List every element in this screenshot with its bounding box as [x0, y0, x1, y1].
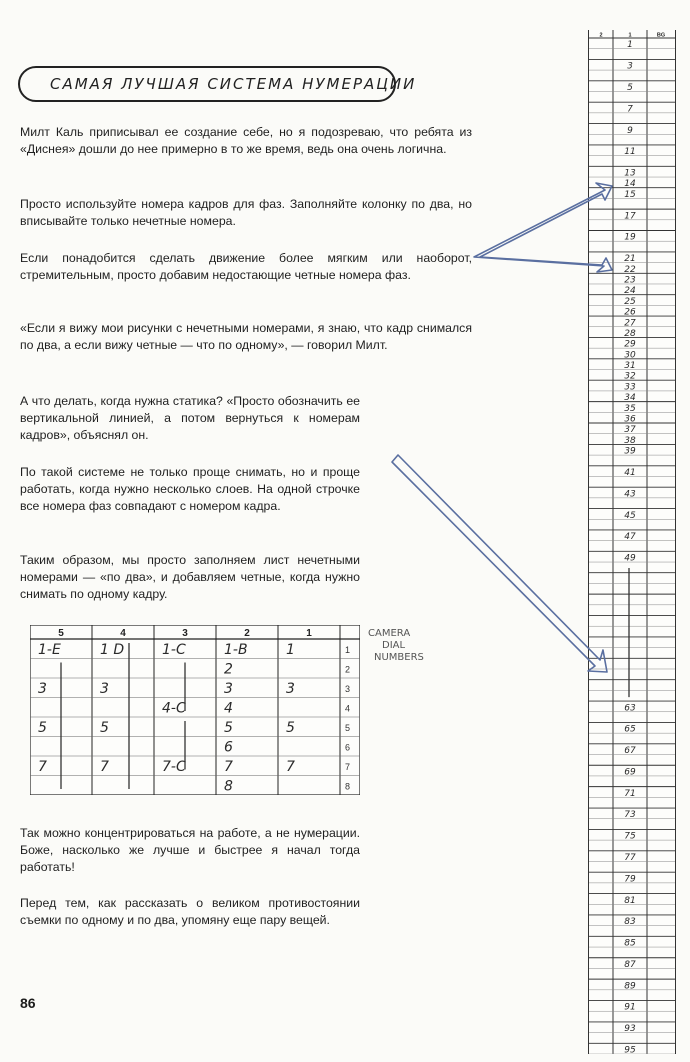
strip-frame-number: 31: [624, 361, 636, 372]
frame-number: 1: [345, 645, 351, 655]
strip-frame-number: 30: [624, 350, 636, 361]
column-header: 2: [244, 628, 250, 639]
table-cell: 8: [224, 778, 233, 795]
frame-number: 7: [345, 762, 351, 772]
camera-label-line: CAMERA: [368, 628, 411, 639]
strip-frame-number: 36: [624, 414, 636, 425]
frame-number: 3: [345, 684, 351, 694]
strip-frame-number: 67: [624, 746, 636, 757]
exposure-sheet-table: [30, 625, 360, 795]
strip-frame-number: 75: [624, 831, 636, 842]
strip-frame-number: 95: [624, 1045, 636, 1054]
strip-frame-number: 73: [624, 810, 636, 821]
camera-label-line: DIAL: [382, 640, 406, 651]
strip-frame-number: 41: [624, 467, 636, 478]
strip-frame-number: 85: [624, 938, 636, 949]
exposure-sheet-strip: [588, 30, 676, 1054]
table-cell: 3: [286, 681, 295, 697]
strip-frame-number: 7: [627, 104, 633, 115]
strip-header: BG: [656, 32, 666, 39]
paragraph-6: По такой системе не только проще снимать, но и проще работать, когда нужно несколько слоев. На одной строчке все номера фаз совпадают с номером кадра.: [20, 465, 360, 513]
table-cell: 1-B: [224, 642, 248, 658]
table-cell: 3: [100, 681, 109, 697]
strip-frame-number: 14: [624, 179, 636, 190]
strip-frame-number: 79: [624, 874, 636, 885]
strip-frame-number: 81: [624, 895, 636, 906]
heading-frame: [18, 66, 417, 102]
strip-frame-number: 93: [624, 1024, 636, 1035]
table-cell: 3: [38, 681, 47, 697]
table-cell: 6: [224, 739, 233, 756]
frame-number: 6: [345, 742, 351, 753]
strip-frame-number: 25: [624, 296, 636, 307]
table-cell: 1-C: [162, 642, 186, 658]
table-cell: 5: [38, 720, 47, 736]
table-cell: 3: [224, 681, 233, 697]
paragraph-2: Просто используйте номера кадров для фаз. Заполняйте колонку по два, но вписывайте только нечетные номера.: [20, 197, 472, 228]
table-cell: 7: [38, 759, 47, 775]
table-cell: 5: [224, 720, 233, 736]
strip-frame-number: 17: [624, 211, 636, 222]
frame-number: 2: [345, 664, 351, 675]
strip-frame-number: 83: [624, 917, 636, 928]
table-cell: 2: [224, 661, 233, 678]
camera-dial-label: [368, 628, 438, 664]
camera-label-line: NUMBERS: [374, 652, 424, 663]
table-cell: 4-C: [162, 700, 186, 717]
strip-header: 1: [628, 32, 632, 39]
paragraph-5: А что делать, когда нужна статика? «Просто обозначить ее вертикальной линией, а потом вернуться к номерам кадров», объяснял он.: [20, 394, 360, 442]
strip-frame-number: 38: [624, 435, 636, 446]
table-cell: 4: [224, 700, 233, 717]
strip-frame-number: 13: [624, 168, 636, 179]
strip-frame-number: 69: [624, 767, 636, 778]
strip-frame-number: 23: [624, 275, 636, 286]
strip-header: 2: [599, 32, 603, 39]
frame-number: 5: [345, 723, 351, 733]
strip-frame-number: 33: [624, 382, 636, 393]
strip-frame-number: 28: [624, 328, 636, 339]
strip-frame-number: 34: [624, 393, 636, 404]
table-cell: 7: [100, 759, 109, 775]
strip-frame-number: 89: [624, 981, 636, 992]
table-cell: 1: [286, 642, 295, 658]
strip-frame-number: 77: [624, 852, 636, 863]
strip-frame-number: 19: [624, 232, 636, 243]
strip-frame-number: 1: [627, 40, 633, 51]
strip-frame-number: 9: [627, 125, 633, 136]
table-cell: 7-C: [162, 759, 186, 775]
paragraph-9: Перед тем, как рассказать о великом противостоянии съемки по одному и по два, упомяну еще пару вещей.: [20, 896, 360, 927]
paragraph-1: Милт Каль приписывал ее создание себе, но я подозреваю, что ребята из «Диснея» дошли до нее примерно в то же время, ведь она очень логична.: [20, 125, 472, 156]
heading-text: САМАЯ ЛУЧШАЯ СИСТЕМА НУМЕРАЦИИ: [50, 75, 417, 93]
strip-frame-number: 29: [624, 339, 636, 350]
strip-frame-number: 21: [624, 254, 636, 265]
paragraph-3: Если понадобится сделать движение более мягким или наоборот, стремительным, просто добавим недостающие четные номера фаз.: [20, 251, 472, 282]
strip-frame-number: 26: [624, 307, 636, 318]
strip-frame-number: 37: [624, 425, 636, 436]
strip-frame-number: 87: [624, 959, 636, 970]
strip-frame-number: 15: [624, 189, 636, 200]
column-header: 5: [58, 628, 64, 639]
table-frame: [30, 625, 360, 795]
column-header: 1: [306, 628, 312, 639]
paragraph-8: Так можно концентрироваться на работе, а не нумерации. Боже, насколько же лучше и быстрее я начал тогда работать!: [20, 826, 360, 874]
table-cell: 1 D: [100, 642, 125, 658]
frame-number: 8: [345, 781, 351, 792]
strip-frame-number: 91: [624, 1002, 636, 1013]
strip-frame-number: 63: [624, 703, 636, 714]
strip-frame-number: 22: [624, 264, 636, 275]
strip-frame-number: 24: [624, 286, 636, 297]
strip-frame-number: 3: [627, 61, 633, 72]
strip-frame-number: 5: [627, 82, 633, 93]
strip-frame-number: 65: [624, 724, 636, 735]
table-cell: 5: [100, 720, 109, 736]
strip-frame-number: 32: [624, 371, 636, 382]
strip-frame-number: 49: [624, 553, 636, 564]
strip-frame-number: 47: [624, 532, 636, 543]
strip-frame-number: 39: [624, 446, 636, 457]
frame-number: 4: [345, 703, 351, 714]
paragraph-4: «Если я вижу мои рисунки с нечетными номерами, я знаю, что кадр снимался по два, а если вижу четные — что по одному», — говорил Милт.: [20, 321, 472, 352]
table-cell: 5: [286, 720, 295, 736]
strip-frame-number: 27: [624, 318, 636, 329]
strip-frame-number: 11: [624, 147, 636, 158]
page-number: 86: [20, 995, 36, 1011]
column-header: 4: [120, 628, 126, 639]
column-header: 3: [182, 628, 188, 639]
table-cell: 7: [286, 759, 295, 775]
table-cell: 7: [224, 759, 233, 775]
strip-frame-number: 71: [624, 788, 636, 799]
paragraph-7: Таким образом, мы просто заполняем лист нечетными номерами — «по два», и добавляем четные, когда нужно снимать по одному кадру.: [20, 553, 360, 601]
strip-frame-number: 35: [624, 403, 636, 414]
strip-frame-number: 43: [624, 489, 636, 500]
strip-frame-number: 45: [624, 510, 636, 521]
table-cell: 1-E: [38, 642, 61, 658]
